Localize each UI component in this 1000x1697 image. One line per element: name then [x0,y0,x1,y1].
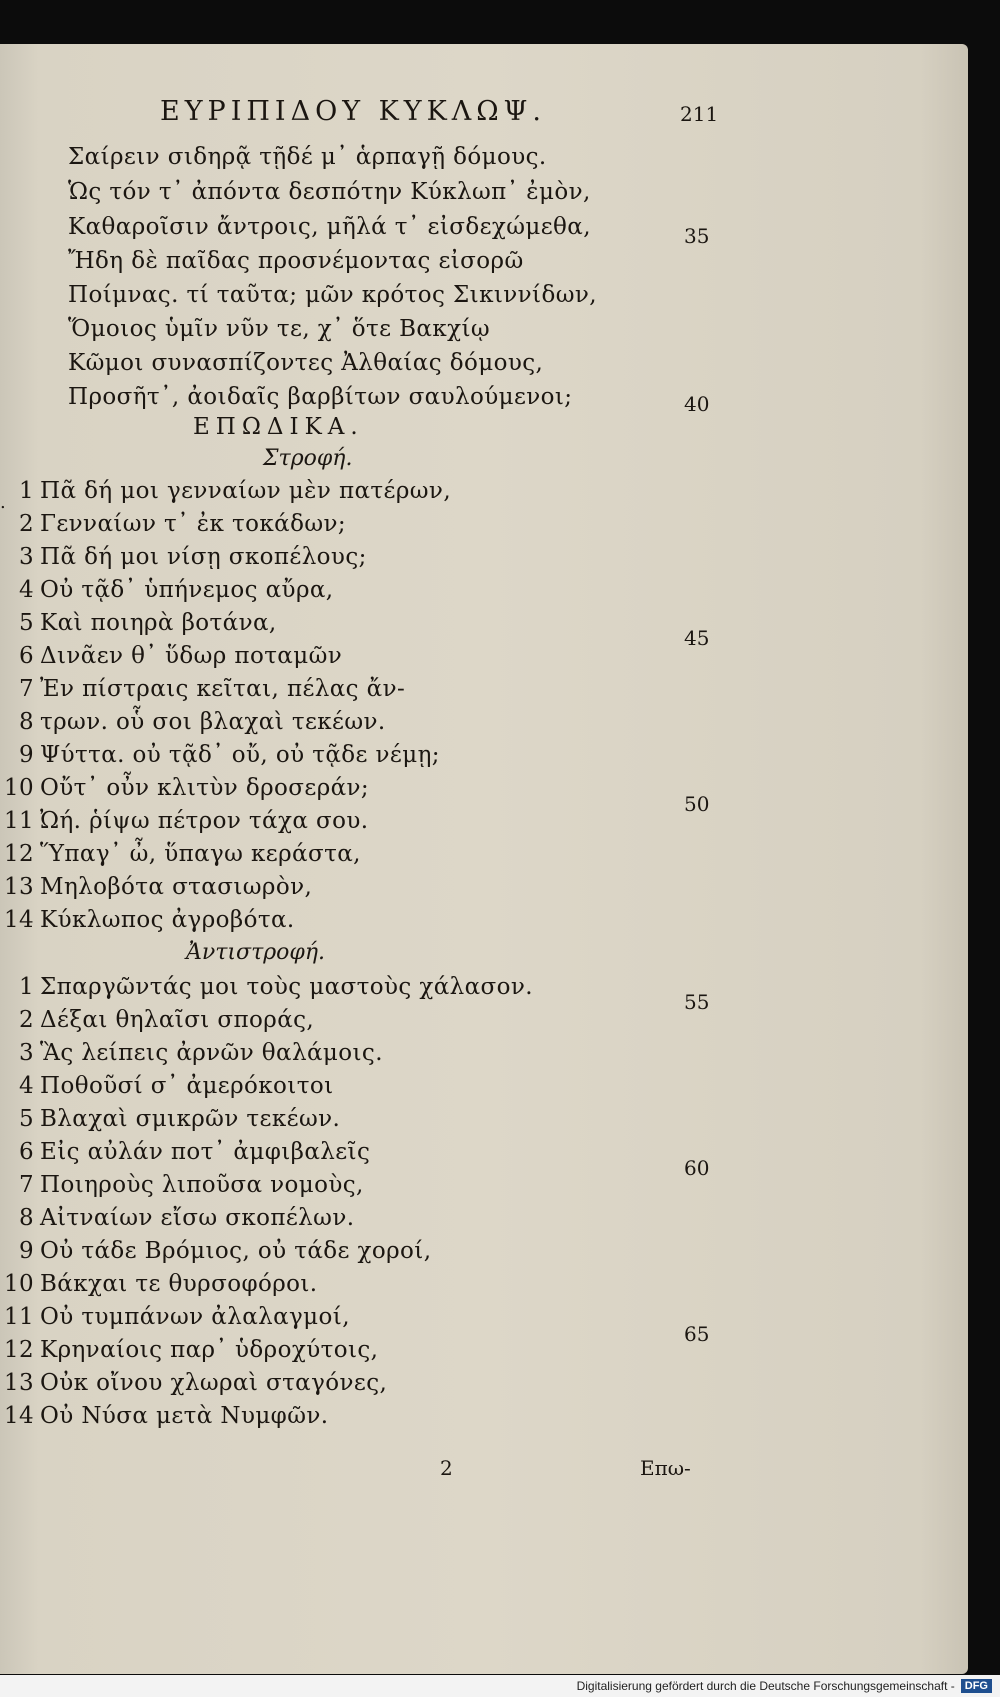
strophe-line: 13 Μηλοβότα στασιωρὸν, [4,874,313,900]
antistrophe-line: 2 Δέξαι θηλαῖσι σποράς, [18,1007,315,1033]
text-line: Ἤδη δὲ παῖδας προσνέμοντας εἰσορῶ [68,248,524,274]
margin-line-number: 60 [684,1156,710,1180]
antistrophe-line: 12 Κρηναίοις παρ᾽ ὑδροχύτοις, [4,1337,379,1363]
strophe-line: 12 Ὕπαγ᾽ ὦ, ὕπαγω κεράστα, [4,841,361,867]
margin-line-number: 55 [684,990,710,1014]
antistrophe-line: 1 Σπαργῶντάς μοι τοὺς μαστοὺς χάλασον. [18,974,533,1000]
margin-mark: . [0,492,6,513]
book-page [0,44,968,1674]
strophe-line: 4 Οὐ τᾷδ᾽ ὑπήνεμος αὔρα, [18,577,334,603]
strophe-line: 8 τρων. οὗ σοι βλαχαὶ τεκέων. [18,709,386,735]
strophe-line: 3 Πᾶ δή μοι νίσῃ σκοπέλους; [18,544,367,570]
antistrophe-line: 8 Αἰτναίων εἴσω σκοπέλων. [18,1205,355,1231]
antistrophe-line: 13 Οὐκ οἴνου χλωραὶ σταγόνες, [4,1370,388,1396]
strophe-line: 9 Ψύττα. οὐ τᾷδ᾽ οὔ, οὐ τᾷδε νέμῃ; [18,742,440,768]
strophe-line: 1 Πᾶ δή μοι γενναίων μὲν πατέρων, [18,478,452,504]
text-line: Ποίμνας. τί ταῦτα; μῶν κρότος Σικιννίδων, [68,282,597,308]
antistrophe-line: 7 Ποιηροὺς λιποῦσα νομοὺς, [18,1172,364,1198]
strophe-heading: Στροφή. [263,446,353,471]
strophe-line: 11 Ὠή. ῥίψω πέτρον τάχα σου. [4,808,369,834]
antistrophe-line: 5 Βλαχαὶ σμικρῶν τεκέων. [18,1106,341,1132]
text-line: Κῶμοι συνασπίζοντες Ἀλθαίας δόμους, [68,350,544,376]
strophe-line: 10 Οὔτ᾽ οὖν κλιτὺν δροσεράν; [4,775,370,801]
strophe-line: 14 Κύκλωπος ἀγροβότα. [4,907,295,933]
catchword: Επω- [640,1456,691,1480]
text-line: Σαίρειν σιδηρᾷ τῇδέ μ᾽ ἁρπαγῇ δόμους. [68,144,547,170]
antistrophe-line: 4 Ποθοῦσί σ᾽ ἀμερόκοιτοι [18,1073,334,1099]
margin-line-number: 40 [684,392,710,416]
strophe-line: 7 Ἐν πίστραις κεῖται, πέλας ἄν- [18,676,406,702]
antistrophe-heading: Ἀντιστροφή. [186,940,326,965]
margin-line-number: 50 [684,792,710,816]
signature-mark: 2 [440,1456,453,1480]
antistrophe-line: 14 Οὐ Νύσα μετὰ Νυμφῶν. [4,1403,329,1429]
text-line: Ὡς τόν τ᾽ ἀπόντα δεσπότην Κύκλωπ᾽ ἐμὸν, [68,179,591,205]
antistrophe-line: 6 Εἰς αὐλάν ποτ᾽ ἀμφιβαλεῖς [18,1139,371,1165]
strophe-line: 2 Γενναίων τ᾽ ἐκ τοκάδων; [18,511,347,537]
antistrophe-line: 9 Οὐ τάδε Βρόμιος, οὐ τάδε χοροί, [18,1238,432,1264]
text-line: Προσῆτ᾽, ἀοιδαῖς βαρβίτων σαυλούμενοι; [68,384,573,410]
digitization-footer [0,1675,1000,1697]
strophe-line: 5 Καὶ ποιηρὰ βοτάνα, [18,610,277,636]
strophe-line: 6 Δινᾶεν θ᾽ ὕδωρ ποταμῶν [18,643,343,669]
text-line: Ὅμοιος ὑμῖν νῦν τε, χ᾽ ὅτε Βακχίῳ [68,316,491,342]
dfg-logo[interactable]: DFG [961,1679,992,1693]
margin-line-number: 65 [684,1322,710,1346]
margin-line-number: 35 [684,224,710,248]
margin-line-number: 45 [684,626,710,650]
text-line: Καθαροῖσιν ἄντροις, μῆλά τ᾽ εἰσδεχώμεθα, [68,214,591,240]
antistrophe-line: 3 Ἃς λείπεις ἀρνῶν θαλάμοις. [18,1040,383,1066]
footer-credit: Digitalisierung gefördert durch die Deutsche Forschungsgemeinschaft - [576,1679,955,1693]
section-heading: ΕΠΩΔΙΚΑ. [193,414,364,440]
antistrophe-line: 11 Οὐ τυμπάνων ἀλαλαγμοί, [4,1304,350,1330]
page-number: 211 [680,102,719,126]
antistrophe-line: 10 Βάκχαι τε θυρσοφόροι. [4,1271,318,1297]
running-head: ΕΥΡΙΠΙΔΟΥ ΚΥΚΛΩΨ. [160,96,546,127]
